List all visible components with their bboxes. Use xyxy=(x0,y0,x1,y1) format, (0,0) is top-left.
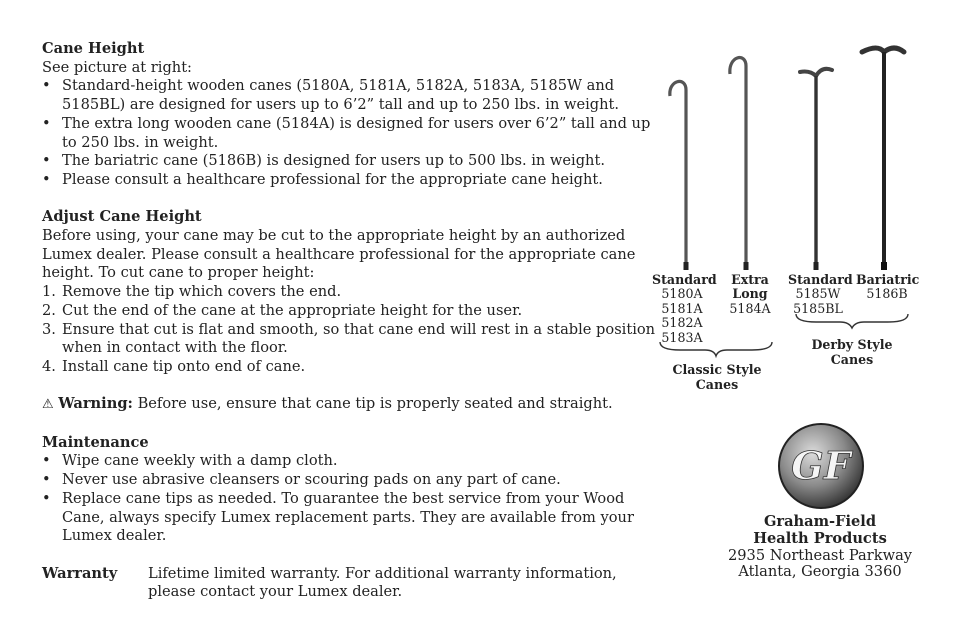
cane-height-list xyxy=(42,77,667,189)
list-item: • The extra long wooden cane (5184A) is designed for users over 6’2” tall and up to 250 lbs. in weight. xyxy=(42,114,651,151)
cane-label-standard-derby: Standard 5185W 5185BL xyxy=(788,272,853,316)
cane-height-title: Cane Height xyxy=(42,40,145,57)
warranty-text: Lifetime limited warranty. For additional warranty information, please contact your Lumex dealer. xyxy=(148,564,617,601)
cane-label-bariatric: Bariatric 5186B xyxy=(856,272,920,302)
company-address1: 2935 Northeast Parkway xyxy=(727,546,913,564)
maintenance-title: Maintenance xyxy=(42,433,149,451)
list-item: 4. Install cane tip onto end of cane. xyxy=(42,357,306,375)
list-item: • Wipe cane weekly with a damp cloth. xyxy=(42,452,338,470)
derby-group-label: Derby Style Canes xyxy=(811,337,893,367)
warranty xyxy=(42,565,667,602)
bariatric-cane xyxy=(862,48,904,270)
extra-long-cane xyxy=(730,58,749,270)
warning-line xyxy=(42,395,667,415)
cane-label-standard-classic: Standard 5180A 5181A 5182A 5183A xyxy=(652,272,717,345)
list-item: 2. Cut the end of the cane at the appropriate height for the user. xyxy=(42,301,523,319)
list-item: • Please consult a healthcare professional for the appropriate cane height. xyxy=(42,170,603,188)
derby-standard-cane xyxy=(800,69,832,270)
canes-illustration xyxy=(650,36,920,276)
company-name-line1: Graham-Field xyxy=(763,513,877,530)
adjust-title: Adjust Cane Height xyxy=(42,208,202,226)
company-block xyxy=(720,514,920,581)
canes-figure xyxy=(650,36,920,392)
adjust-steps xyxy=(42,283,667,377)
list-item: • Never use abrasive cleansers or scouring pads on any part of cane. xyxy=(42,471,561,489)
adjust-intro: Before using, your cane may be cut to the appropriate height by an authorized Lumex dealer. Please consult a healthcare professional for the appropriate cane height. To cut cane to proper height: xyxy=(42,227,636,282)
warning-label: Warning: xyxy=(58,395,133,413)
instructions xyxy=(42,40,667,602)
warranty-label: Warranty xyxy=(42,564,118,582)
graham-field-logo xyxy=(777,422,865,510)
classic-standard-cane xyxy=(670,81,689,270)
cane-label-extra-long: Extra Long 5184A xyxy=(729,272,771,316)
list-item: • Standard-height wooden canes (5180A, 5181A, 5182A, 5183A, 5185W and 5185BL) are designed for users up to 6’2” tall and up to 250 lbs. in weight. xyxy=(42,77,620,114)
list-item: 3. Ensure that cut is flat and smooth, so that cane end will rest in a stable position when in contact with the floor. xyxy=(42,320,656,357)
cane-height-intro: See picture at right: xyxy=(42,58,192,76)
list-item: • Replace cane tips as needed. To guarantee the best service from your Wood Cane, always specify Lumex replacement parts. They are available from your Lumex dealer. xyxy=(42,489,634,545)
list-item: • The bariatric cane (5186B) is designed for users up to 500 lbs. in weight. xyxy=(42,152,605,170)
warning-text: Before use, ensure that cane tip is properly seated and straight. xyxy=(137,395,613,413)
company-address2: Atlanta, Georgia 3360 xyxy=(738,563,902,581)
classic-group-label: Classic Style Canes xyxy=(672,362,762,392)
logo-text: GF xyxy=(791,443,851,488)
list-item: 1. Remove the tip which covers the end. xyxy=(42,283,342,301)
warning-icon: ⚠ xyxy=(42,397,54,413)
company-name-line2: Health Products xyxy=(753,529,887,547)
maintenance-list xyxy=(42,452,667,546)
